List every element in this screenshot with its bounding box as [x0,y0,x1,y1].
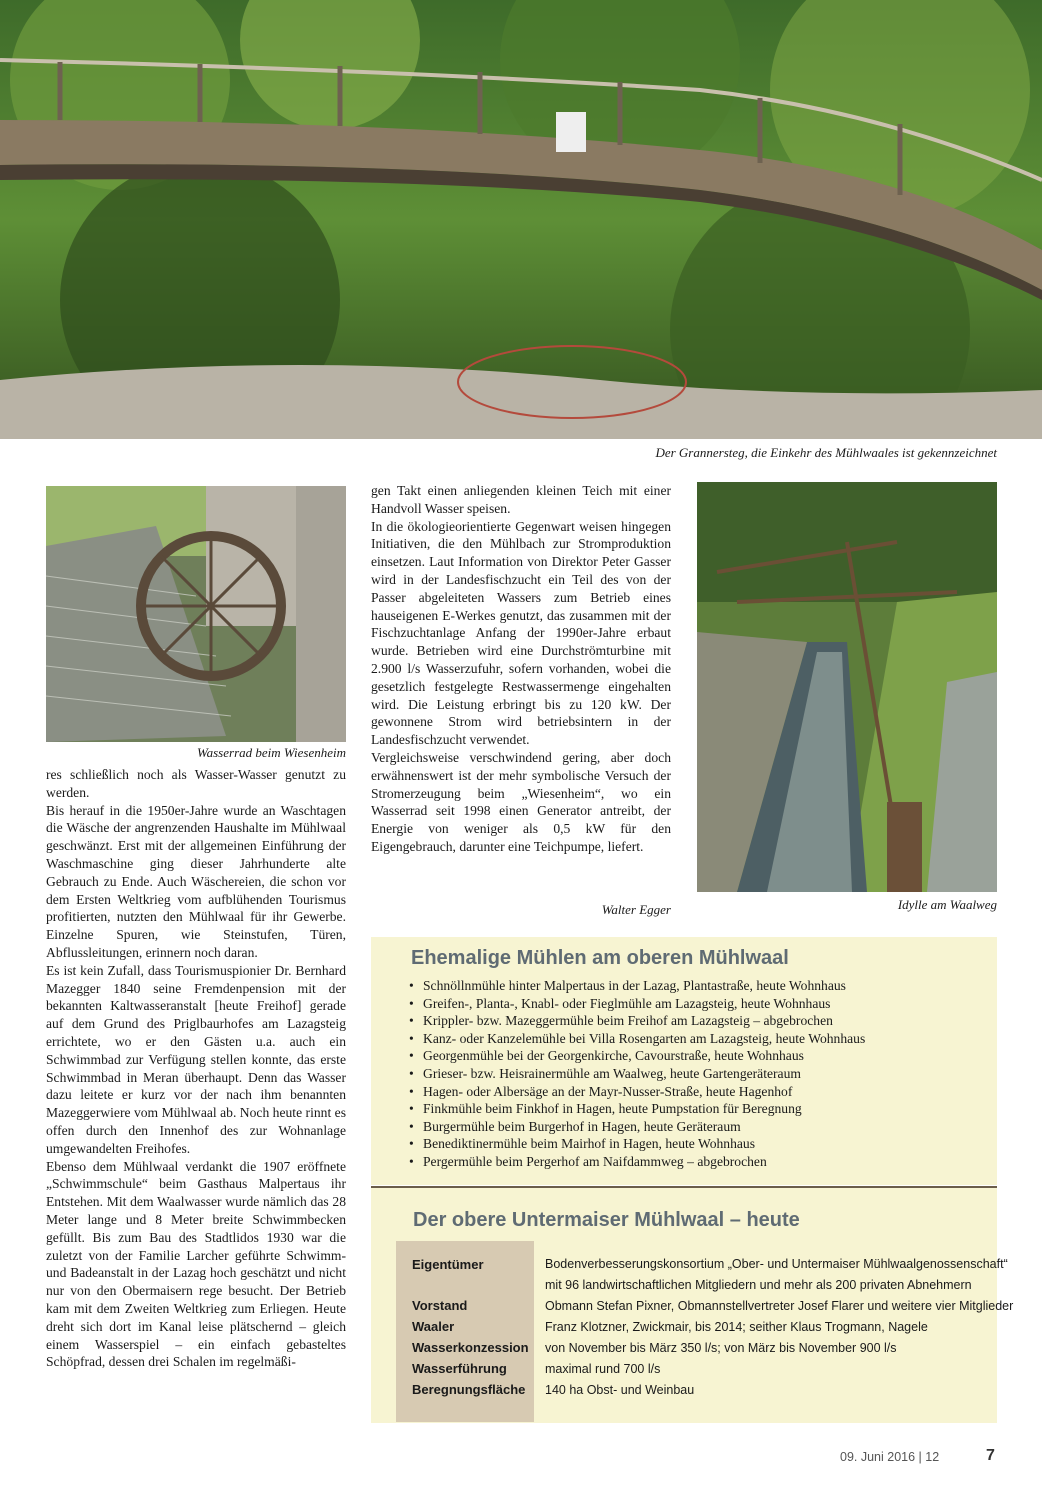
author-name: Walter Egger [601,902,671,917]
list-item: • Benediktinermühle beim Mairhof in Hagen, heute Wohnhaus [409,1135,865,1153]
issue-date: 09. Juni 2016 | 12 [840,1450,940,1464]
mills-list [409,977,865,1171]
list-item: • Georgenmühle bei der Georgenkirche, Cavourstraße, heute Wohnhaus [409,1047,865,1065]
mills-box [371,937,997,1185]
list-item: • Kanz- oder Kanzelemühle bei Villa Rosengarten am Lazagsteig, heute Wohnhaus [409,1030,865,1048]
info-value: Obmann Stefan Pixner, Obmannstellvertreter Josef Flarer und weitere vier Mitglieder [545,1299,1014,1313]
info-value: mit 96 landwirtschaftlichen Mitgliedern und mehr als 200 privaten Abnehmern [545,1278,972,1292]
channel-photo [697,482,997,892]
info-box-title: Der obere Untermaiser Mühlwaal – heute [413,1209,800,1231]
paragraph: Vergleichsweise verschwindend gering, aber doch erwähnenswert ist der mehr symbolische Versuch der Stromerzeugung beim „Wiesenheim“, wo ein Wasserrad seit 1998 einen Generator antreibt, der Energie von weniger als 0,5 kW für den Eigengebrauch, darunter eine Teichpumpe, liefert. [371,749,671,854]
info-label: Eigentümer [412,1257,484,1272]
paragraph: Ebenso dem Mühlwaal verdankt die 1907 eröffnete „Schwimmschule“ beim Gasthaus Malpertaus ihr Entstehen. Mit dem Waalwasser wurde nämlich das 28 Meter lange und 8 Meter breite Schwimmbecken gefüllt. Bis zum Bau des Stadtlidos 1930 war die zuletzt von der Familie Larcher geführte Schwimm- und Badeanstalt in der Lazag hoch geschätzt und nicht nur von den Obermaisern rege besucht. Der Betrieb kam mit dem Zweiten Weltkrieg zum Erliegen. Heute dreht sich dort im Kanal leise plätschernd – gleich einem Wasserspiel – ein einfach gebasteltes Schöpfrad, dessen drei Schalen im regelmäßi- [46,1158,346,1370]
list-item: • Burgermühle beim Burgerhof in Hagen, heute Geräteraum [409,1118,865,1136]
info-value: 140 ha Obst- und Weinbau [545,1383,695,1397]
photo-left-caption: Wasserrad beim Wiesenheim [196,745,346,760]
waterwheel-photo [46,486,346,742]
list-item: • Finkmühle beim Finkhof in Hagen, heute Pumpstation für Beregnung [409,1100,865,1118]
paragraph: Es ist kein Zufall, dass Tourismuspionier Dr. Bernhard Mazegger 1840 seine Fremdenpension mit der bekannten Kaltwasseranstalt [heute Freihof] gerade auf dem Grund des Priglbaurhofes am Lazagsteig errichtete, wo er den Gästen u.a. auch ein Schwimmbad zur Verfügung stellen konnte, das erste Schwimmbad in Meran überhaupt. Denn das Wasser dazu leitete er kurz vor der nach ihm benannten Mazeggerwiere vom Mühlwaal ab. Noch heute rinnt es offen durch den Innenhof des zur Wohnanlage umgewandelten Freihofes. [46,962,346,1156]
info-value: Franz Klotzner, Zwickmair, bis 2014; seither Klaus Trogmann, Nagele [545,1320,928,1334]
bridge-photo [0,0,1042,439]
page-number: 7 [986,1447,995,1464]
list-item: • Greifen-, Planta-, Knabl- oder Fieglmühle am Lazagsteig, heute Wohnhaus [409,995,865,1013]
list-item: • Schnöllnmühle hinter Malpertaus in der Lazag, Plantastraße, heute Wohnhaus [409,977,865,995]
hero-caption: Der Grannersteg, die Einkehr des Mühlwaales ist gekennzeichnet [655,445,997,460]
mills-box-title: Ehemalige Mühlen am oberen Mühlwaal [411,947,789,969]
paragraph: In die ökologieorientierte Gegenwart weisen hingegen Initiativen, die den Mühlbach zur Stromproduktion einsetzen. Laut Information von Direktor Peter Gasser wird in der Landesfischzucht ein Teil des von der Passer abgeleiteten Wassers zum Betrieb eines hauseigenen E-Werkes genutzt, das zusammen mit der Fischzuchtanlage Anfang der 1990er-Jahre erbaut wurde. Betrieben wird eine Durchströmturbine mit 2.900 l/s Wasserzufuhr, sofern vorhanden, wobei die gesetzlich festgelegte Restwassermenge eingehalten wird. Die Leistung erbringt bis zu 120 kW. Der gewonnene Strom wird betriebsintern in der Landesfischzucht verwendet. [371,518,671,748]
photo-right-caption: Idylle am Waalweg [897,897,997,912]
paragraph: Bis herauf in die 1950er-Jahre wurde an Waschtagen die Wäsche der angrenzenden Haushalte im Mühlwaal geschwänzt. Erst mit der allgemeinen Einführung der Waschmaschine ging dieser Jahrhunderte alte Gebrauch zu Ende. Auch Wäschereien, die schon vor dem Ersten Weltkrieg vom aufblühenden Tourismus profitierten, nutzten den Mühlwaal für ihr Gewerbe. Einzelne Spuren, wie Steinstufen, Türen, Abflussleitungen, erinnern noch daran. [46,802,346,960]
info-value: Bodenverbesserungskonsortium „Ober- und Untermaiser Mühlwaalgenossenschaft“ [545,1257,1008,1271]
info-value: maximal rund 700 l/s [545,1362,661,1376]
left-column [46,766,346,1371]
info-label: Waaler [412,1319,455,1334]
info-label: Wasserführung [412,1361,507,1376]
list-item: • Pergermühle beim Pergerhof am Naifdammweg – abgebrochen [409,1153,865,1171]
paragraph: gen Takt einen anliegenden kleinen Teich mit einer Handvoll Wasser speisen. [371,483,671,516]
info-label: Wasserkonzession [412,1340,529,1355]
paragraph: res schließlich noch als Wasser-Wasser genutzt zu werden. [46,767,346,800]
list-item: • Hagen- oder Albersäge an der Mayr-Nusser-Straße, heute Hagenhof [409,1083,865,1101]
list-item: • Krippler- bzw. Mazeggermühle beim Freihof am Lazagsteig – abgebrochen [409,1012,865,1030]
list-item: • Grieser- bzw. Heisrainermühle am Waalweg, heute Gartengeräteraum [409,1065,865,1083]
info-label: Beregnungsfläche [412,1382,526,1397]
middle-column [371,482,671,856]
info-label: Vorstand [412,1298,468,1313]
info-value: von November bis März 350 l/s; von März bis November 900 l/s [545,1341,897,1355]
